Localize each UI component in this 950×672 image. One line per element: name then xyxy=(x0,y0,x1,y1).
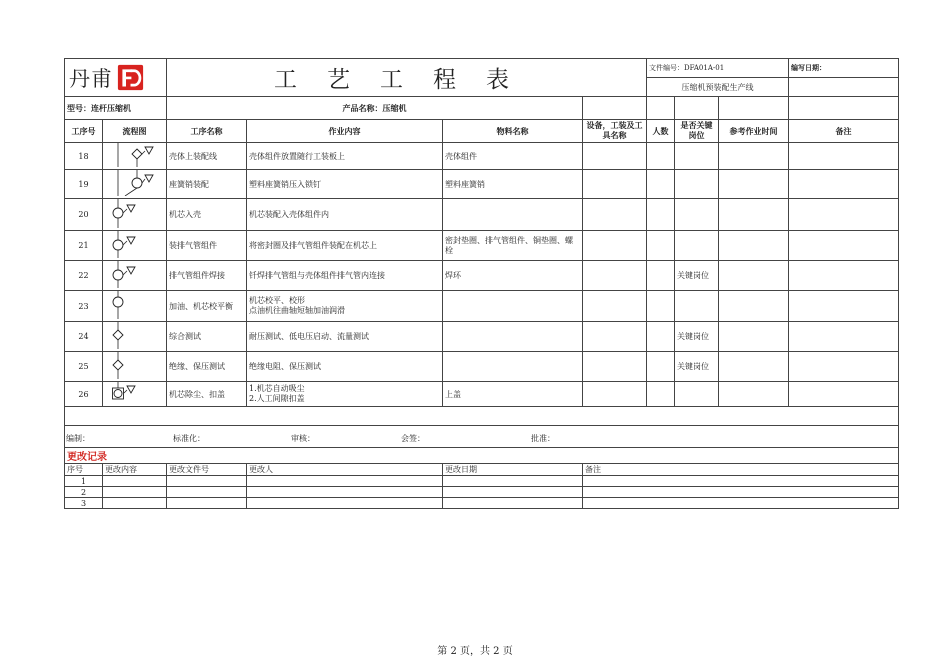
flow-circle-icon xyxy=(103,170,167,196)
page-title: 工艺工程表 xyxy=(167,59,647,97)
logo-mark-icon xyxy=(117,64,144,91)
change-log-row: 3 xyxy=(65,498,899,509)
table-row: 25 绝缘、保压测试 绝缘电阻、保压测试 关键岗位 xyxy=(65,352,899,382)
table-row: 19 座簧销装配 塑料座簧销压入锁钉 塑料座簧销 xyxy=(65,170,899,199)
change-log-row: 1 xyxy=(65,476,899,487)
col-time: 参考作业时间 xyxy=(719,120,789,143)
column-headers xyxy=(65,120,899,143)
col-remark: 备注 xyxy=(789,120,899,143)
process-table xyxy=(64,58,899,509)
logo-text: 丹甫 xyxy=(69,66,113,91)
signature-row xyxy=(65,426,899,448)
flow-cell xyxy=(103,322,167,352)
flow-cell xyxy=(103,199,167,231)
reviewed-label: 审核： xyxy=(291,434,315,443)
col-people: 人数 xyxy=(647,120,675,143)
prepared-label: 编制： xyxy=(66,434,90,443)
date-label: 编写日期： xyxy=(789,59,899,78)
logo xyxy=(65,59,167,97)
col-content: 作业内容 xyxy=(247,120,443,143)
col-step-no: 工序号 xyxy=(65,120,103,143)
table-row: 22 排气管组件焊接 钎焊排气管组与壳体组件排气管内连接 焊环 关键岗位 xyxy=(65,261,899,291)
doc-number: 文件编号：DFA01A-01 xyxy=(647,59,789,78)
flow-diamond-icon xyxy=(103,143,167,167)
table-row: 18 壳体上装配线 壳体组件放置随行工装板上 壳体组件 xyxy=(65,143,899,170)
product-label: 产品名称：压缩机 xyxy=(167,97,583,120)
table-row: 21 装排气管组件 将密封圈及排气管组件装配在机芯上 密封垫圈、排气管组件、铜垫圈、螺栓 xyxy=(65,231,899,261)
page-footer: 第 2 页，共 2 页 xyxy=(437,646,513,657)
table-row: 20 机芯入壳 机芯装配入壳体组件内 xyxy=(65,199,899,231)
model-label: 型号：连杆压缩机 xyxy=(65,97,167,120)
countersigned-label: 会签： xyxy=(401,434,425,443)
table-row: 24 综合测试 耐压测试、低电压启动、流量测试 关键岗位 xyxy=(65,322,899,352)
table-row: 23 加油、机芯校平衡 机芯校平、校形 点油机往曲轴短轴加油润滑 xyxy=(65,291,899,322)
col-equipment: 设备，工装及工具名称 xyxy=(583,120,647,143)
line-name: 压缩机预装配生产线 xyxy=(647,78,789,97)
standardized-label: 标准化： xyxy=(173,434,205,443)
flow-diamond-icon xyxy=(103,352,167,379)
col-key: 是否关键岗位 xyxy=(675,120,719,143)
col-step-name: 工序名称 xyxy=(167,120,247,143)
flow-circle-icon xyxy=(103,291,167,319)
table-row: 26 机芯除尘、扣盖 1.机芯自动吸尘 2.人工间隙扣盖 上盖 xyxy=(65,382,899,407)
flow-cell xyxy=(103,261,167,291)
flow-cell xyxy=(103,231,167,261)
change-log-title: 更改记录 xyxy=(65,448,899,464)
flow-diamond-icon xyxy=(103,322,167,349)
approved-label: 批准： xyxy=(531,434,555,443)
flow-cell xyxy=(103,291,167,322)
flow-cell xyxy=(103,170,167,199)
flow-cell xyxy=(103,352,167,382)
flow-circle-icon xyxy=(103,261,167,288)
process-sheet xyxy=(64,58,898,509)
flow-square-circle-icon xyxy=(103,382,167,404)
flow-cell xyxy=(103,382,167,407)
flow-circle-icon xyxy=(103,199,167,228)
flow-cell xyxy=(103,143,167,170)
change-log-row: 2 xyxy=(65,487,899,498)
col-material: 物料名称 xyxy=(443,120,583,143)
col-flow: 流程图 xyxy=(103,120,167,143)
flow-circle-icon xyxy=(103,231,167,258)
change-log-header: 序号 更改内容 更改文件号 更改人 更改日期 备注 xyxy=(65,464,899,476)
